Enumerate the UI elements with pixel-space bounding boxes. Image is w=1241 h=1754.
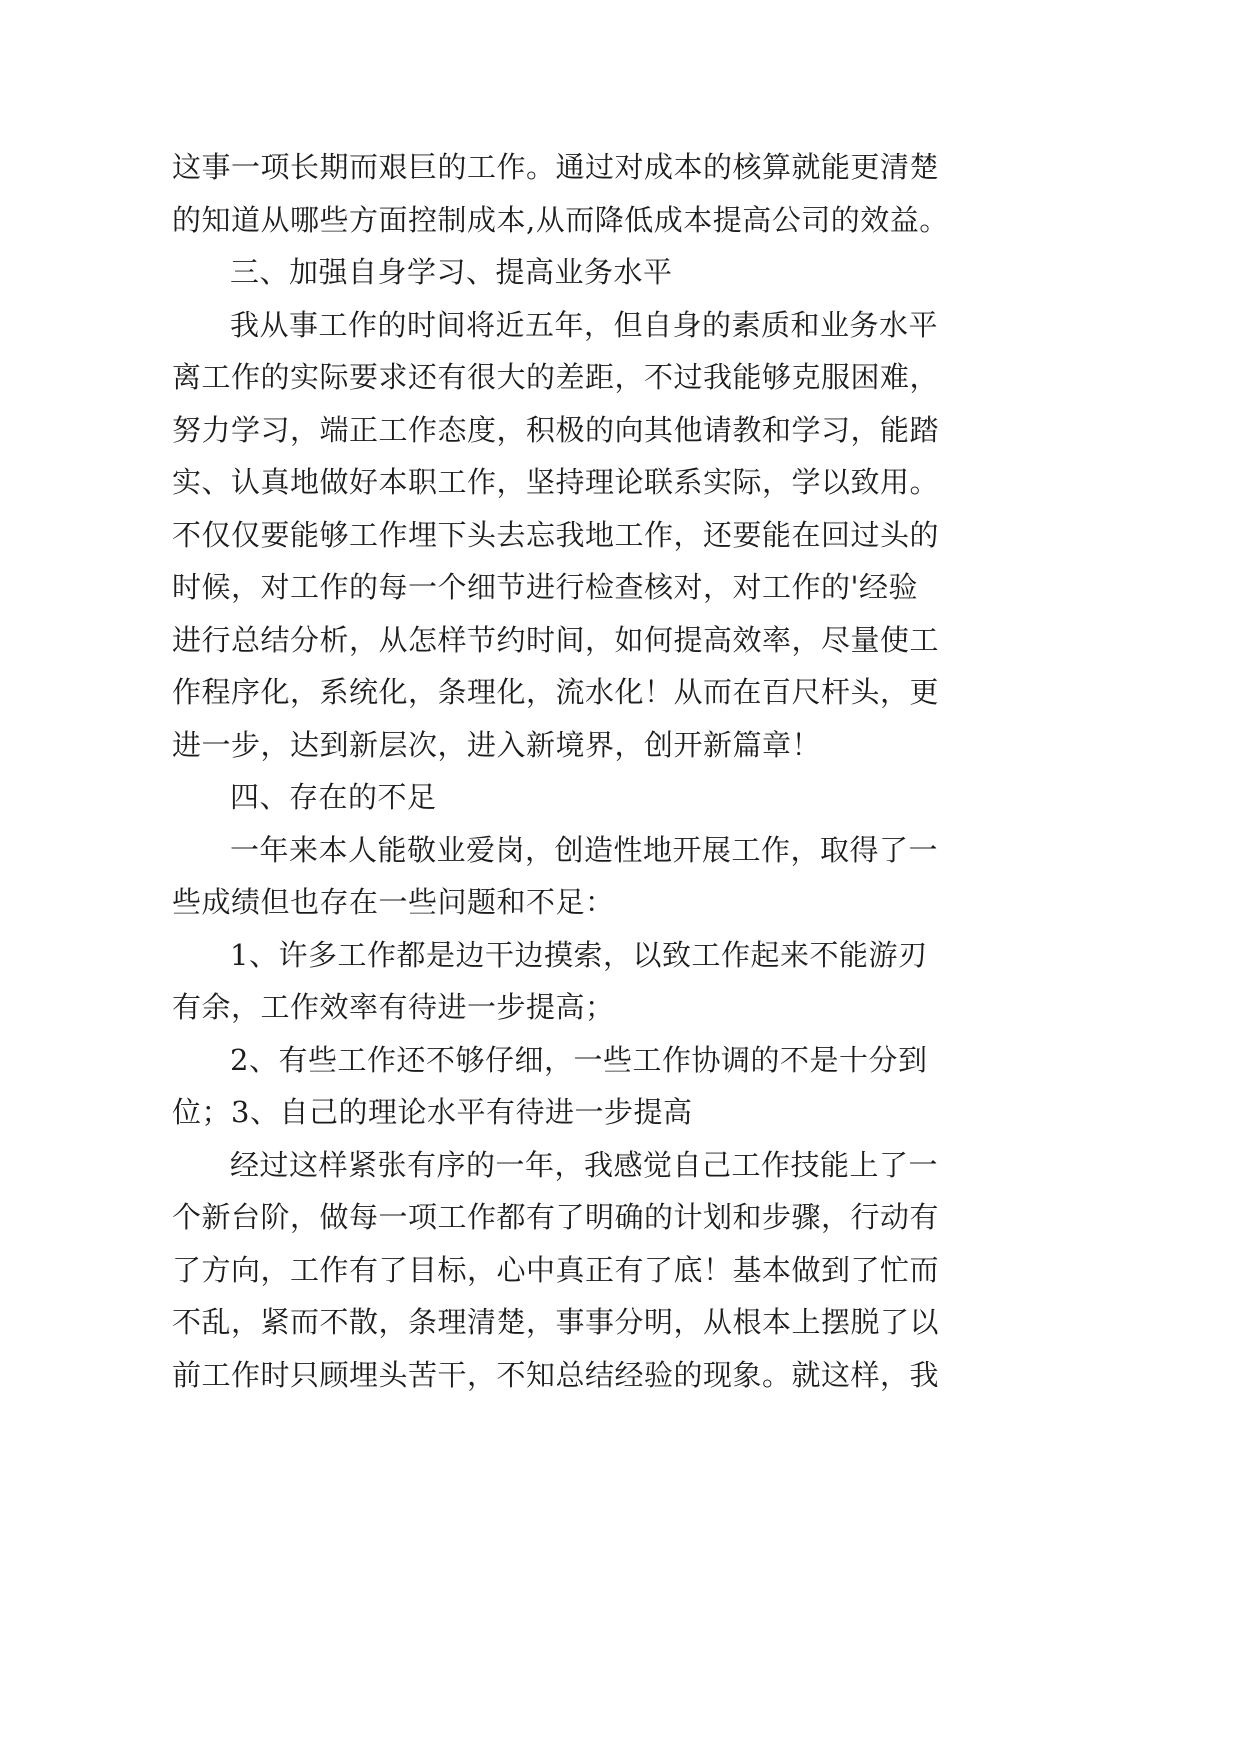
section-heading-3 (172, 246, 1072, 299)
text-line: 离工作的实际要求还有很大的差距，不过我能够克服困难， (172, 360, 940, 394)
text-line: 努力学习，端正工作态度，积极的向其他请教和学习，能踏 (172, 412, 940, 447)
paragraph-continued (172, 141, 1072, 246)
text-line: 不仅仅要能够工作埋下头去忘我地工作，还要能在回过头的 (172, 517, 940, 552)
text-line: 我从事工作的时间将近五年，但自身的素质和业务水平 (230, 307, 939, 342)
paragraph (172, 299, 1072, 772)
text-line: 进一步，达到新层次，进入新境界，创开新篇章！ (172, 727, 822, 762)
text-line: 经过这样紧张有序的一年，我感觉自己工作技能上了一 (230, 1147, 939, 1182)
text-line: 1、许多工作都是边干边摸索，以致工作起来不能游刃 (230, 937, 928, 972)
text-line: 这事一项长期而艰巨的工作。通过对成本的核算就能更清楚 (172, 150, 940, 184)
text-line: 个新台阶，做每一项工作都有了明确的计划和步骤，行动有 (172, 1200, 940, 1234)
text-line: 实、认真地做好本职工作，坚持理论联系实际，学以致用。 (172, 465, 940, 499)
section-heading-4 (172, 771, 1072, 824)
text-line: 不乱，紧而不散，条理清楚，事事分明，从根本上摆脱了以 (172, 1305, 940, 1339)
list-item-1 (172, 929, 1072, 1034)
paragraph (172, 1139, 1072, 1402)
text-line: 时候，对工作的每一个细节进行检查核对，对工作的'经验 (172, 570, 918, 604)
text-line: 2、有些工作还不够仔细，一些工作协调的不是十分到 (230, 1042, 928, 1077)
text-line: 的知道从哪些方面控制成本,从而降低成本提高公司的效益。 (172, 202, 949, 237)
section-heading-text: 三、加强自身学习、提高业务水平 (230, 255, 673, 289)
text-line: 前工作时只顾埋头苦干，不知总结经验的现象。就这样，我 (172, 1357, 940, 1392)
text-line: 作程序化，系统化，条理化，流水化！从而在百尺杆头，更 (172, 675, 940, 709)
text-line: 一年来本人能敬业爱岗，创造性地开展工作，取得了一 (230, 832, 939, 867)
text-line: 些成绩但也存在一些问题和不足： (172, 885, 615, 919)
list-item-2 (172, 1034, 1072, 1139)
paragraph (172, 824, 1072, 929)
text-line: 进行总结分析，从怎样节约时间，如何提高效率，尽量使工 (172, 622, 940, 657)
text-line: 位；3、自己的理论水平有待进一步提高 (172, 1095, 693, 1129)
text-line: 了方向，工作有了目标，心中真正有了底！基本做到了忙而 (172, 1252, 940, 1287)
document-page (172, 141, 1072, 1401)
text-line: 有余，工作效率有待进一步提高； (172, 990, 615, 1024)
section-heading-text: 四、存在的不足 (230, 780, 437, 814)
